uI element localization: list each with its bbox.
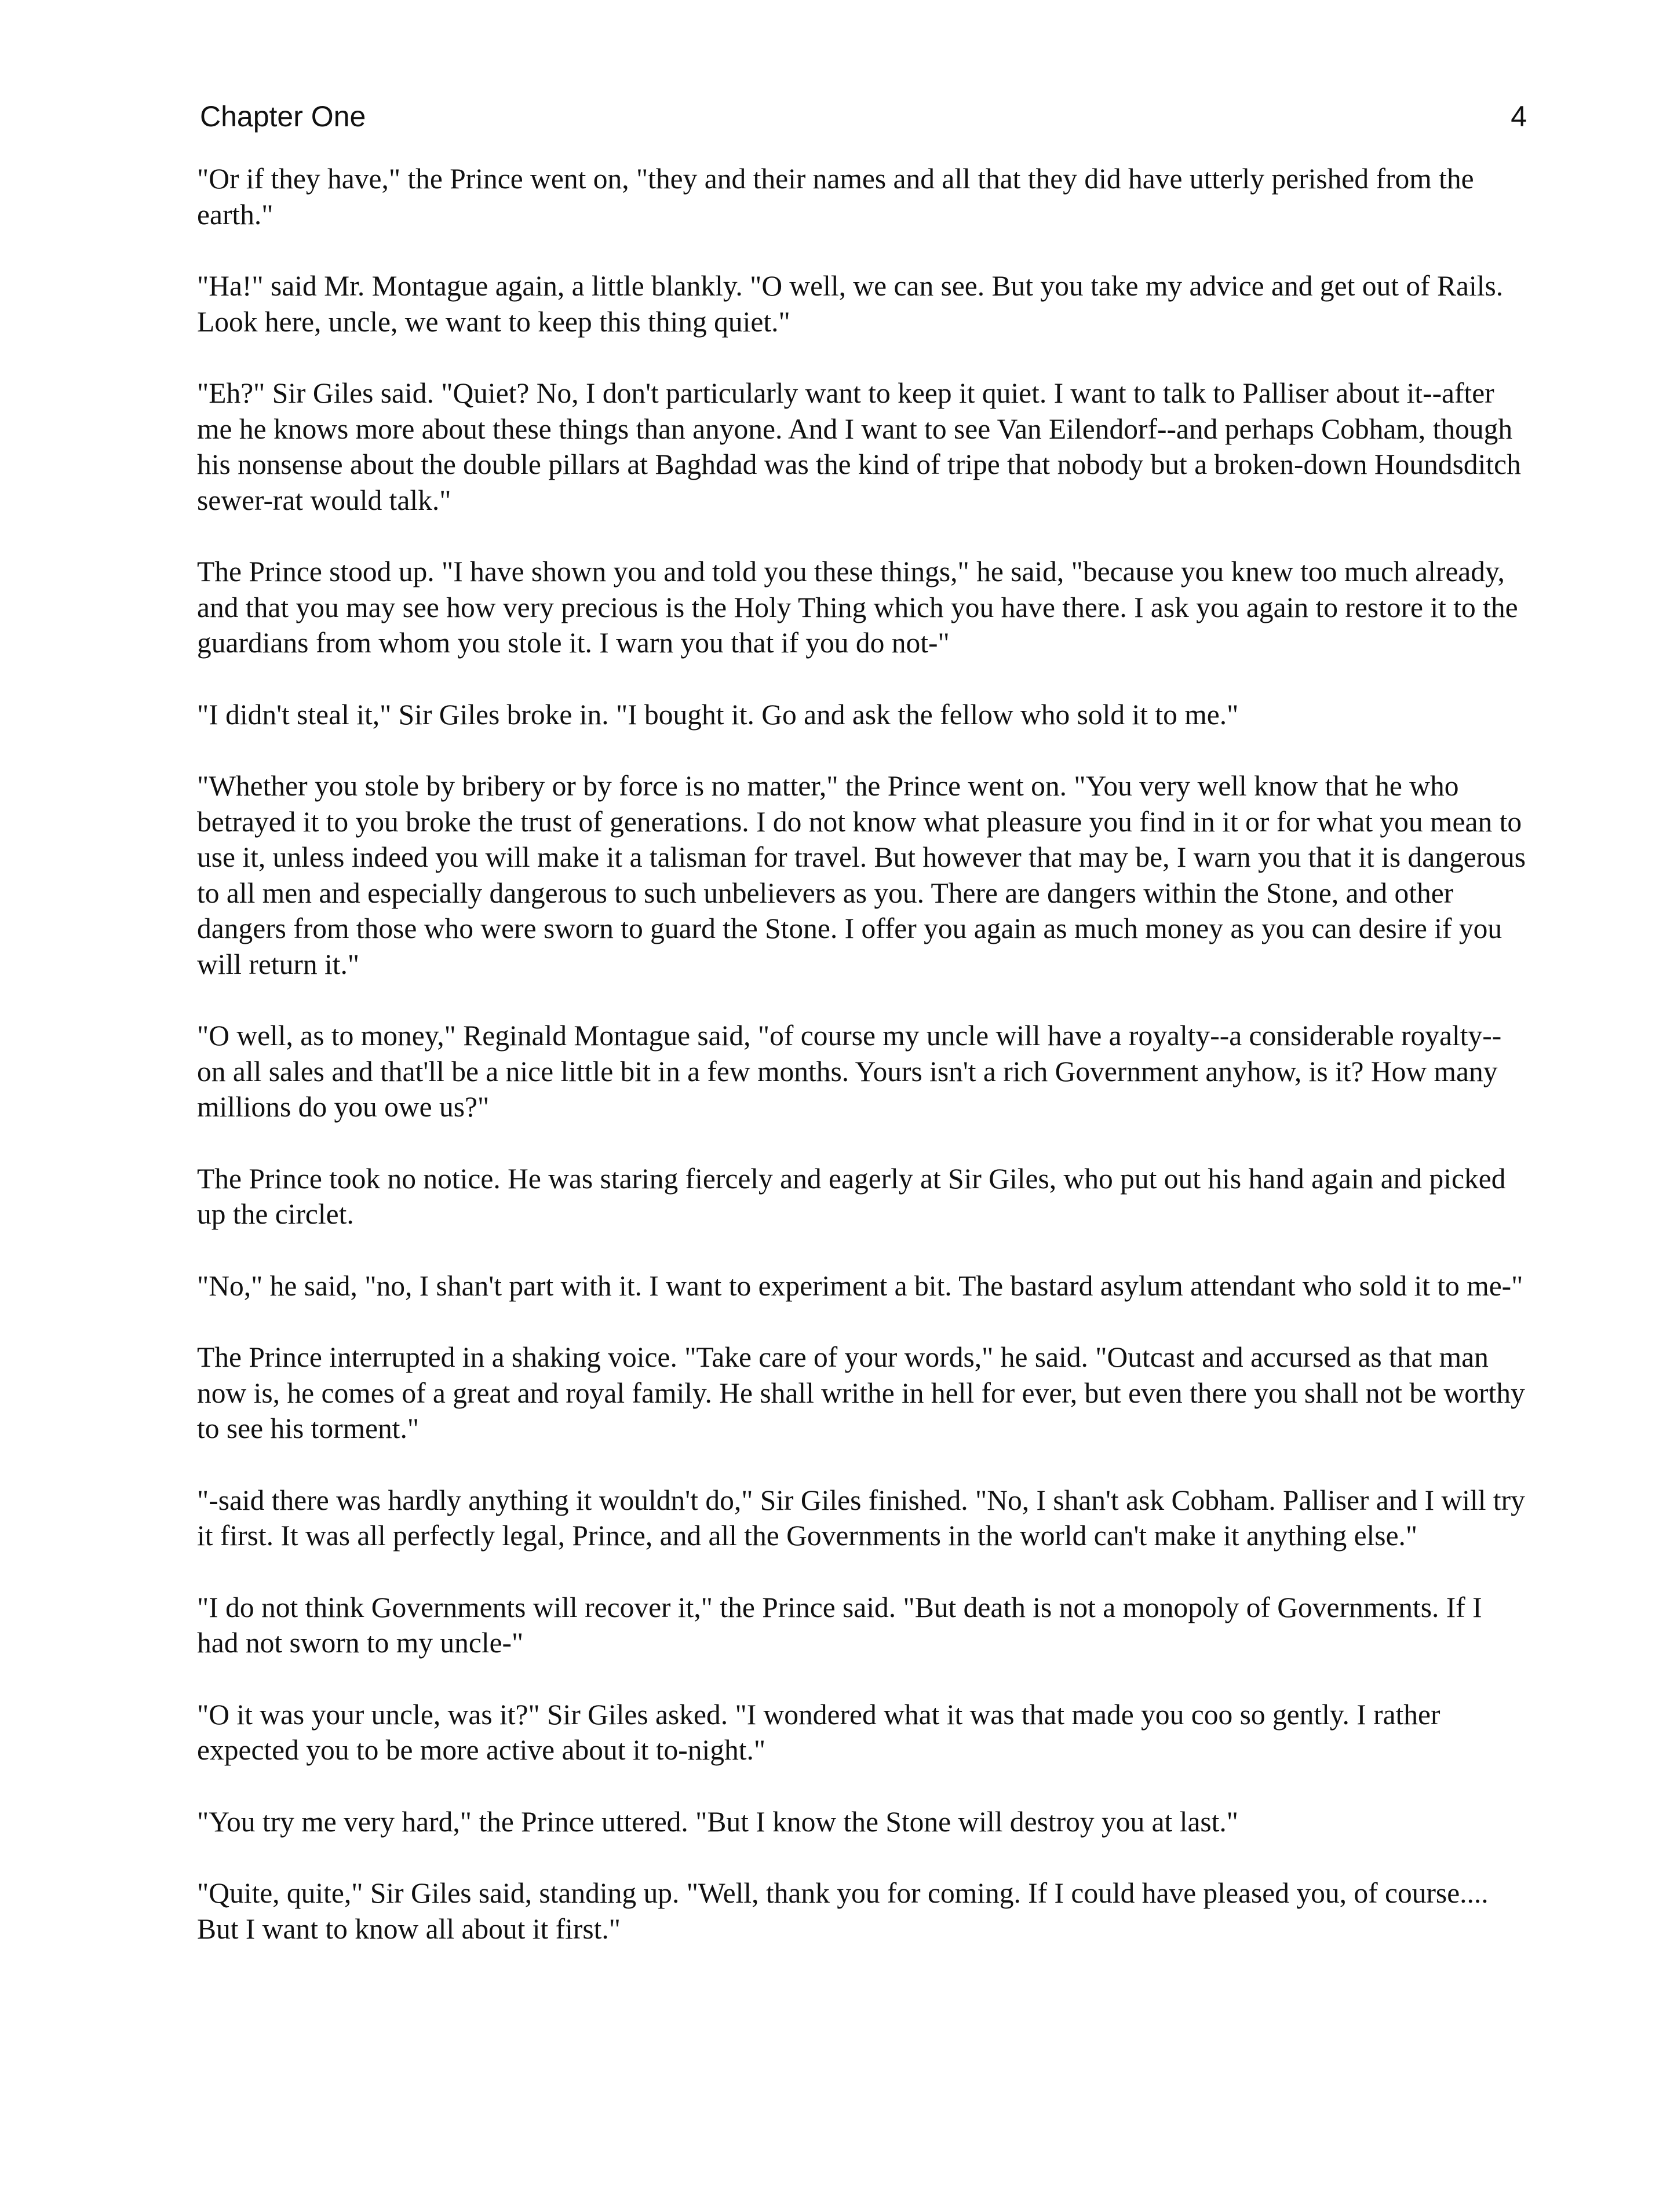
page-number: 4 [1511,100,1527,133]
paragraph: The Prince stood up. "I have shown you and told you these things," he said, "because you knew too much already, and that you may see how very precious is the Holy Thing which you have there. I ask you again to restore it to the guardians from whom you stole it. I warn you that if you do not-" [197,556,1518,659]
paragraph: "I didn't steal it," Sir Giles broke in. "I bought it. Go and ask the fellow who sold it to me." [197,698,1239,731]
body-text [197,161,1530,1983]
chapter-title: Chapter One [200,100,366,133]
paragraph: "O it was your uncle, was it?" Sir Giles asked. "I wondered what it was that made you coo so gently. I rather expected you to be more active about it to-night." [197,1698,1440,1766]
paragraph: "No," he said, "no, I shan't part with it. I want to experiment a bit. The bastard asylum attendant who sold it to me-" [197,1269,1523,1302]
paragraph: The Prince interrupted in a shaking voice. "Take care of your words," he said. "Outcast and accursed as that man now is, he comes of a great and royal family. He shall writhe in hell for ever, but even there you shall not be worthy to see his torment." [197,1341,1525,1444]
paragraph: The Prince took no notice. He was staring fiercely and eagerly at Sir Giles, who put out his hand again and picked up the circlet. [197,1162,1506,1230]
paragraph: "I do not think Governments will recover it," the Prince said. "But death is not a monopoly of Governments. If I had not sworn to my uncle-" [197,1591,1482,1659]
paragraph: "Or if they have," the Prince went on, "they and their names and all that they did have utterly perished from the earth." [197,163,1474,231]
paragraph: "Ha!" said Mr. Montague again, a little blankly. "O well, we can see. But you take my advice and get out of Rails. Look here, uncle, we want to keep this thing quiet." [197,270,1504,338]
paragraph: "O well, as to money," Reginald Montague said, "of course my uncle will have a royalty--a considerable royalty--on all sales and that'll be a nice little bit in a few months. Yours isn't a rich Government anyhow, is it? How many millions do you owe us?" [197,1020,1502,1123]
paragraph: "Quite, quite," Sir Giles said, standing up. "Well, thank you for coming. If I could have pleased you, of course.... But I want to know all about it first." [197,1877,1489,1945]
page-header [200,100,1527,140]
paragraph: "Whether you stole by bribery or by force is no matter," the Prince went on. "You very well know that he who betrayed it to you broke the trust of generations. I do not know what pleasure you find in it or for what you mean to use it, unless indeed you will make it a talisman for travel. But however that may be, I warn you that it is dangerous to all men and especially dangerous to such unbelievers as you. There are dangers within the Stone, and other dangers from those who were sworn to guard the Stone. I offer you again as much money as you can desire if you will return it." [197,770,1526,980]
paragraph: "Eh?" Sir Giles said. "Quiet? No, I don't particularly want to keep it quiet. I want to talk to Palliser about it--after me he knows more about these things than anyone. And I want to see Van Eilendorf--and perhaps Cobham, though his nonsense about the double pillars at Baghdad was the kind of tripe that nobody but a broken-down Houndsditch sewer-rat would talk." [197,377,1521,516]
paragraph: "-said there was hardly anything it wouldn't do," Sir Giles finished. "No, I shan't ask Cobham. Palliser and I will try it first. It was all perfectly legal, Prince, and all the Governments in the world can't make it anything else." [197,1484,1525,1552]
paragraph: "You try me very hard," the Prince uttered. "But I know the Stone will destroy you at last." [197,1805,1239,1838]
